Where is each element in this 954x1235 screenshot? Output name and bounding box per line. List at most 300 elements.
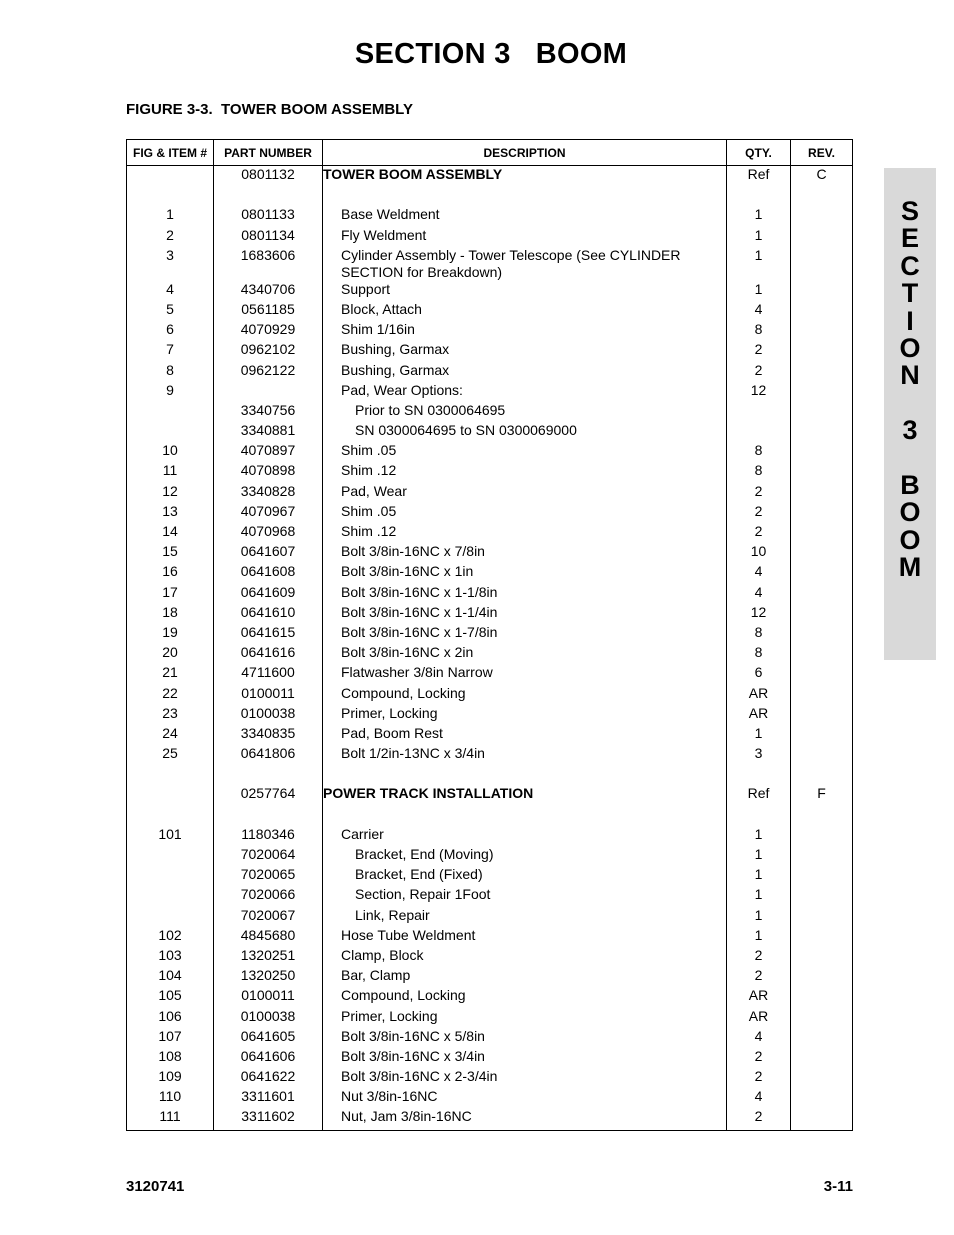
table-row: [127, 563, 853, 583]
cell-part-number: 0962122: [214, 362, 323, 382]
cell-description: Fly Weldment: [323, 227, 727, 247]
table-row: [127, 422, 853, 442]
table-row: [127, 785, 853, 805]
cell-qty: 12: [727, 382, 791, 402]
cell-description: Bolt 3/8in-16NC x 7/8in: [323, 543, 727, 563]
cell-qty: Ref: [727, 785, 791, 805]
cell-fig-item: [127, 402, 214, 422]
cell-fig-item: 110: [127, 1088, 214, 1108]
cell-qty: 2: [727, 523, 791, 543]
header-part-number: PART NUMBER: [214, 140, 323, 166]
cell-rev: [791, 745, 853, 765]
cell-fig-item: 111: [127, 1108, 214, 1131]
cell-fig-item: [127, 186, 214, 206]
cell-part-number: 0641608: [214, 563, 323, 583]
cell-fig-item: 7: [127, 341, 214, 361]
cell-description: Shim .12: [323, 523, 727, 543]
cell-rev: [791, 866, 853, 886]
cell-description: Bushing, Garmax: [323, 362, 727, 382]
cell-qty: 1: [727, 846, 791, 866]
cell-fig-item: [127, 166, 214, 187]
cell-rev: [791, 301, 853, 321]
cell-qty: 2: [727, 1068, 791, 1088]
cell-qty: 3: [727, 745, 791, 765]
cell-description: Shim .12: [323, 462, 727, 482]
side-tab-letter: C: [900, 250, 920, 281]
table-row: [127, 967, 853, 987]
table-row: [127, 1068, 853, 1088]
parts-table-body: [127, 166, 853, 1131]
cell-rev: C: [791, 166, 853, 187]
cell-rev: [791, 765, 853, 785]
cell-description: Shim 1/16in: [323, 321, 727, 341]
table-row: [127, 281, 853, 301]
section-title: SECTION 3 BOOM: [354, 38, 628, 70]
cell-rev: [791, 705, 853, 725]
cell-rev: [791, 664, 853, 684]
cell-fig-item: 105: [127, 987, 214, 1007]
header-fig-item: FIG & ITEM #: [127, 140, 214, 166]
cell-fig-item: 16: [127, 563, 214, 583]
cell-description: Base Weldment: [323, 206, 727, 226]
cell-part-number: 4070968: [214, 523, 323, 543]
cell-description: Hose Tube Weldment: [323, 927, 727, 947]
cell-description: Carrier: [323, 826, 727, 846]
cell-qty: AR: [727, 987, 791, 1007]
cell-fig-item: [127, 422, 214, 442]
cell-part-number: 4711600: [214, 664, 323, 684]
side-tab-letter: 3: [902, 415, 918, 446]
parts-table-header: [127, 140, 853, 166]
table-row: [127, 483, 853, 503]
cell-description: Bolt 3/8in-16NC x 2-3/4in: [323, 1068, 727, 1088]
cell-fig-item: 13: [127, 503, 214, 523]
cell-part-number: 0641606: [214, 1048, 323, 1068]
cell-part-number: 7020064: [214, 846, 323, 866]
cell-description: Link, Repair: [323, 907, 727, 927]
cell-rev: [791, 186, 853, 206]
cell-description: Bolt 3/8in-16NC x 5/8in: [323, 1028, 727, 1048]
table-row: [127, 362, 853, 382]
cell-rev: [791, 644, 853, 664]
cell-rev: [791, 826, 853, 846]
cell-rev: [791, 422, 853, 442]
cell-description: [323, 806, 727, 826]
cell-qty: 8: [727, 644, 791, 664]
cell-part-number: 7020065: [214, 866, 323, 886]
table-row: [127, 206, 853, 226]
cell-rev: [791, 987, 853, 1007]
cell-qty: AR: [727, 705, 791, 725]
table-row: [127, 1028, 853, 1048]
cell-part-number: 0100038: [214, 1008, 323, 1028]
cell-qty: 2: [727, 1048, 791, 1068]
cell-fig-item: 22: [127, 685, 214, 705]
side-tab-letter: O: [899, 497, 921, 528]
cell-fig-item: 20: [127, 644, 214, 664]
cell-fig-item: 12: [127, 483, 214, 503]
cell-part-number: [214, 186, 323, 206]
cell-description: Bushing, Garmax: [323, 341, 727, 361]
cell-fig-item: [127, 907, 214, 927]
cell-qty: 1: [727, 281, 791, 301]
cell-fig-item: 4: [127, 281, 214, 301]
cell-fig-item: 18: [127, 604, 214, 624]
cell-qty: 2: [727, 1108, 791, 1131]
cell-description: TOWER BOOM ASSEMBLY: [323, 166, 727, 187]
cell-rev: [791, 281, 853, 301]
cell-fig-item: [127, 806, 214, 826]
cell-rev: [791, 382, 853, 402]
cell-part-number: 0641607: [214, 543, 323, 563]
cell-qty: 1: [727, 866, 791, 886]
cell-description: Section, Repair 1Foot: [323, 886, 727, 906]
cell-qty: 2: [727, 341, 791, 361]
cell-rev: [791, 227, 853, 247]
cell-fig-item: 108: [127, 1048, 214, 1068]
header-rev: REV.: [791, 140, 853, 166]
table-row: [127, 1108, 853, 1131]
cell-rev: [791, 1048, 853, 1068]
cell-part-number: 0100011: [214, 987, 323, 1007]
cell-part-number: 4070929: [214, 321, 323, 341]
cell-fig-item: [127, 785, 214, 805]
cell-rev: [791, 806, 853, 826]
cell-description: Primer, Locking: [323, 1008, 727, 1028]
side-tab-letter: O: [899, 524, 921, 555]
header-row: [127, 140, 853, 166]
cell-qty: 4: [727, 301, 791, 321]
table-row: [127, 947, 853, 967]
side-tab-letter: I: [906, 305, 914, 336]
cell-qty: 1: [727, 206, 791, 226]
cell-part-number: 0641609: [214, 584, 323, 604]
cell-fig-item: 6: [127, 321, 214, 341]
cell-part-number: 4070898: [214, 462, 323, 482]
cell-part-number: 0641616: [214, 644, 323, 664]
table-row: [127, 1048, 853, 1068]
cell-part-number: 7020067: [214, 907, 323, 927]
cell-part-number: 3340881: [214, 422, 323, 442]
cell-part-number: 0641806: [214, 745, 323, 765]
cell-part-number: 1320250: [214, 967, 323, 987]
cell-description: Nut 3/8in-16NC: [323, 1088, 727, 1108]
cell-rev: [791, 1068, 853, 1088]
cell-fig-item: 2: [127, 227, 214, 247]
table-row: [127, 584, 853, 604]
cell-rev: [791, 947, 853, 967]
table-row: [127, 604, 853, 624]
footer-doc-number: 3120741: [126, 1178, 185, 1195]
footer-page-number: 3-11: [823, 1178, 853, 1195]
section-side-tab: [884, 168, 936, 660]
cell-qty: 6: [727, 664, 791, 684]
side-tab-letter: B: [900, 469, 920, 500]
table-row: [127, 685, 853, 705]
cell-qty: [727, 765, 791, 785]
cell-rev: [791, 442, 853, 462]
cell-fig-item: 106: [127, 1008, 214, 1028]
cell-rev: [791, 402, 853, 422]
cell-part-number: 4070897: [214, 442, 323, 462]
cell-description: Nut, Jam 3/8in-16NC: [323, 1108, 727, 1131]
cell-part-number: 0641622: [214, 1068, 323, 1088]
cell-fig-item: 24: [127, 725, 214, 745]
cell-description: Bolt 1/2in-13NC x 3/4in: [323, 745, 727, 765]
cell-qty: 1: [727, 227, 791, 247]
cell-qty: 1: [727, 247, 791, 281]
cell-qty: [727, 806, 791, 826]
cell-part-number: 0962102: [214, 341, 323, 361]
cell-fig-item: 8: [127, 362, 214, 382]
cell-fig-item: 103: [127, 947, 214, 967]
cell-fig-item: 9: [127, 382, 214, 402]
table-row: [127, 402, 853, 422]
cell-description: Bracket, End (Moving): [323, 846, 727, 866]
cell-rev: [791, 543, 853, 563]
cell-qty: [727, 186, 791, 206]
cell-rev: [791, 462, 853, 482]
cell-rev: F: [791, 785, 853, 805]
cell-description: Support: [323, 281, 727, 301]
cell-qty: 2: [727, 967, 791, 987]
cell-description: Cylinder Assembly - Tower Telescope (See CYLINDER SECTION for Breakdown): [323, 247, 727, 281]
cell-fig-item: 23: [127, 705, 214, 725]
cell-qty: AR: [727, 1008, 791, 1028]
cell-qty: 8: [727, 321, 791, 341]
cell-qty: [727, 422, 791, 442]
cell-rev: [791, 927, 853, 947]
cell-qty: 1: [727, 826, 791, 846]
cell-description: Bolt 3/8in-16NC x 1-7/8in: [323, 624, 727, 644]
cell-rev: [791, 1008, 853, 1028]
cell-rev: [791, 563, 853, 583]
table-row: [127, 321, 853, 341]
cell-description: Bolt 3/8in-16NC x 1-1/8in: [323, 584, 727, 604]
cell-description: POWER TRACK INSTALLATION: [323, 785, 727, 805]
table-row: [127, 987, 853, 1007]
cell-fig-item: 104: [127, 967, 214, 987]
side-tab-letter: S: [900, 196, 919, 226]
cell-part-number: [214, 382, 323, 402]
table-row: [127, 543, 853, 563]
table-row: [127, 927, 853, 947]
cell-fig-item: 15: [127, 543, 214, 563]
cell-description: [323, 765, 727, 785]
table-row: [127, 886, 853, 906]
side-tab-letter: [884, 445, 936, 472]
table-row: [127, 1008, 853, 1028]
table-row: [127, 826, 853, 846]
cell-description: Clamp, Block: [323, 947, 727, 967]
cell-qty: 8: [727, 624, 791, 644]
cell-description: Pad, Wear: [323, 483, 727, 503]
side-tab-letter: E: [900, 223, 919, 254]
cell-part-number: [214, 806, 323, 826]
cell-fig-item: 101: [127, 826, 214, 846]
parts-table: [126, 139, 853, 1131]
cell-rev: [791, 725, 853, 745]
cell-rev: [791, 1088, 853, 1108]
cell-rev: [791, 247, 853, 281]
cell-part-number: 1180346: [214, 826, 323, 846]
cell-part-number: 0641605: [214, 1028, 323, 1048]
cell-fig-item: 17: [127, 584, 214, 604]
cell-part-number: 0801132: [214, 166, 323, 187]
cell-part-number: 1683606: [214, 247, 323, 281]
cell-description: Flatwasher 3/8in Narrow: [323, 664, 727, 684]
table-row: [127, 745, 853, 765]
cell-fig-item: 1: [127, 206, 214, 226]
side-tab-letter: T: [901, 278, 919, 309]
cell-part-number: 0257764: [214, 785, 323, 805]
cell-qty: 2: [727, 483, 791, 503]
cell-qty: 4: [727, 563, 791, 583]
cell-rev: [791, 846, 853, 866]
side-tab-letter: N: [900, 360, 920, 391]
cell-fig-item: [127, 886, 214, 906]
cell-fig-item: 107: [127, 1028, 214, 1048]
cell-description: Compound, Locking: [323, 685, 727, 705]
cell-rev: [791, 321, 853, 341]
table-row: [127, 664, 853, 684]
cell-fig-item: 5: [127, 301, 214, 321]
cell-rev: [791, 1028, 853, 1048]
cell-rev: [791, 685, 853, 705]
cell-part-number: 0641615: [214, 624, 323, 644]
cell-fig-item: 21: [127, 664, 214, 684]
table-row: [127, 247, 853, 281]
cell-qty: 2: [727, 947, 791, 967]
cell-description: SN 0300064695 to SN 0300069000: [323, 422, 727, 442]
cell-rev: [791, 1108, 853, 1131]
cell-rev: [791, 503, 853, 523]
cell-rev: [791, 483, 853, 503]
cell-description: Bracket, End (Fixed): [323, 866, 727, 886]
cell-qty: 1: [727, 886, 791, 906]
table-row: [127, 523, 853, 543]
cell-qty: 2: [727, 503, 791, 523]
figure-title: FIGURE 3-3. TOWER BOOM ASSEMBLY: [126, 101, 413, 118]
cell-description: Shim .05: [323, 442, 727, 462]
table-row: [127, 765, 853, 785]
table-row: [127, 644, 853, 664]
cell-qty: 4: [727, 1028, 791, 1048]
cell-part-number: 0641610: [214, 604, 323, 624]
cell-part-number: 0801134: [214, 227, 323, 247]
cell-rev: [791, 523, 853, 543]
side-tab-letter: M: [898, 552, 922, 583]
cell-part-number: 0100038: [214, 705, 323, 725]
table-row: [127, 186, 853, 206]
cell-qty: 12: [727, 604, 791, 624]
cell-description: Bar, Clamp: [323, 967, 727, 987]
table-row: [127, 341, 853, 361]
cell-fig-item: 14: [127, 523, 214, 543]
cell-qty: 4: [727, 584, 791, 604]
cell-part-number: 1320251: [214, 947, 323, 967]
table-row: [127, 624, 853, 644]
table-row: [127, 166, 853, 187]
cell-qty: 2: [727, 362, 791, 382]
cell-part-number: 0100011: [214, 685, 323, 705]
cell-fig-item: 25: [127, 745, 214, 765]
cell-rev: [791, 584, 853, 604]
cell-qty: 10: [727, 543, 791, 563]
cell-rev: [791, 604, 853, 624]
cell-rev: [791, 341, 853, 361]
cell-description: Pad, Wear Options:: [323, 382, 727, 402]
table-row: [127, 503, 853, 523]
table-row: [127, 866, 853, 886]
cell-part-number: 3340756: [214, 402, 323, 422]
cell-description: Bolt 3/8in-16NC x 1-1/4in: [323, 604, 727, 624]
cell-fig-item: 102: [127, 927, 214, 947]
side-tab-letter: O: [899, 332, 921, 363]
cell-part-number: 4340706: [214, 281, 323, 301]
cell-qty: 1: [727, 725, 791, 745]
cell-part-number: 3340835: [214, 725, 323, 745]
cell-part-number: 4070967: [214, 503, 323, 523]
table-row: [127, 907, 853, 927]
cell-qty: 8: [727, 462, 791, 482]
table-row: [127, 1088, 853, 1108]
table-row: [127, 227, 853, 247]
cell-rev: [791, 907, 853, 927]
cell-description: Bolt 3/8in-16NC x 2in: [323, 644, 727, 664]
table-row: [127, 725, 853, 745]
side-tab-text: [884, 198, 936, 581]
side-tab-letter: [884, 390, 936, 417]
cell-part-number: 4845680: [214, 927, 323, 947]
cell-rev: [791, 624, 853, 644]
cell-fig-item: 11: [127, 462, 214, 482]
table-row: [127, 462, 853, 482]
cell-part-number: 3340828: [214, 483, 323, 503]
cell-description: Primer, Locking: [323, 705, 727, 725]
cell-rev: [791, 362, 853, 382]
cell-description: Prior to SN 0300064695: [323, 402, 727, 422]
table-row: [127, 442, 853, 462]
table-row: [127, 806, 853, 826]
cell-rev: [791, 886, 853, 906]
cell-qty: 1: [727, 907, 791, 927]
cell-description: Shim .05: [323, 503, 727, 523]
cell-fig-item: 3: [127, 247, 214, 281]
cell-fig-item: 109: [127, 1068, 214, 1088]
cell-description: [323, 186, 727, 206]
cell-fig-item: [127, 866, 214, 886]
cell-fig-item: [127, 846, 214, 866]
cell-qty: [727, 402, 791, 422]
cell-rev: [791, 206, 853, 226]
cell-qty: Ref: [727, 166, 791, 187]
cell-qty: 8: [727, 442, 791, 462]
cell-part-number: 3311601: [214, 1088, 323, 1108]
cell-rev: [791, 967, 853, 987]
table-row: [127, 301, 853, 321]
table-row: [127, 382, 853, 402]
cell-fig-item: 10: [127, 442, 214, 462]
cell-qty: 4: [727, 1088, 791, 1108]
table-row: [127, 846, 853, 866]
cell-description: Pad, Boom Rest: [323, 725, 727, 745]
cell-qty: 1: [727, 927, 791, 947]
cell-description: Bolt 3/8in-16NC x 3/4in: [323, 1048, 727, 1068]
cell-part-number: 7020066: [214, 886, 323, 906]
cell-description: Bolt 3/8in-16NC x 1in: [323, 563, 727, 583]
cell-qty: AR: [727, 685, 791, 705]
